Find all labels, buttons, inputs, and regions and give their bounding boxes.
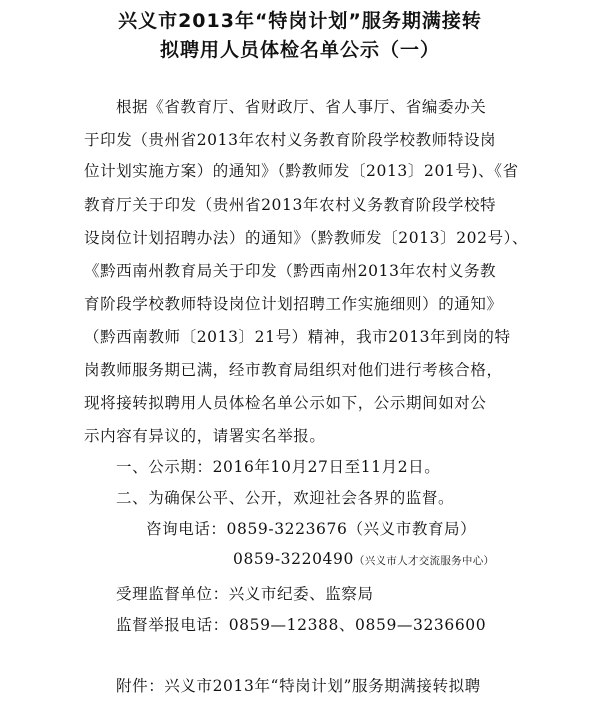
page-title-line-2: 拟聘用人员体检名单公示（一） (159, 39, 440, 61)
paragraph-line: 现将接转拟聘用人员体检名单公示如下，公示期间如对公 (84, 394, 487, 412)
phone-number: 0859-3223676 (226, 520, 348, 538)
paragraph-line: （黔西南教师〔2013〕21号）精神，我市2013年到岗的特 (84, 328, 511, 346)
paragraph-line: 示内容有异议的，请署实名举报。 (84, 427, 326, 445)
paragraph-line: 位计划实施方案）的通知》（黔教师发〔2013〕201号)、《省 (84, 162, 519, 180)
paragraph-line: 岗教师服务期已满，经市教育局组织对他们进行考核合格， (84, 361, 503, 379)
report-phone: 监督举报电话：0859—12388、0859—3236600 (116, 616, 487, 634)
contact-phone-1 (146, 517, 476, 539)
phone-org: （兴义市教育局） (347, 520, 477, 538)
paragraph-line: 根据《省教育厅、省财政厅、省人事厅、省编委办关 (116, 98, 487, 116)
supervision-item: 二、为确保公平、公开，欢迎社会各界的监督。 (116, 489, 455, 507)
paragraph-line: 于印发（贵州省2013年农村义务教育阶段学校教师特设岗 (84, 131, 497, 149)
supervisor-unit: 受理监督单位：兴义市纪委、监察局 (116, 585, 374, 603)
page-title-line-1: 兴义市2013年“特岗计划”服务期满接转 (118, 10, 482, 32)
paragraph-line: 育阶段学校教师特设岗位计划招聘工作实施细则）的通知》 (84, 295, 503, 313)
attachment-line: 附件：兴义市2013年“特岗计划”服务期满接转拟聘 (116, 677, 481, 695)
paragraph-line: 《黔西南州教育局关于印发（黔西南州2013年农村义务教 (84, 262, 497, 280)
notice-period-item: 一、公示期：2016年10月27日至11月2日。 (116, 458, 441, 476)
contact-phone-2 (233, 550, 494, 568)
contact-label: 咨询电话： (146, 520, 227, 538)
phone-org: （兴义市人才交流服务中心） (353, 555, 495, 567)
paragraph-line: 设岗位计划招聘办法）的通知》（黔教师发〔2013〕202号）、 (84, 229, 529, 247)
paragraph-line: 教育厅关于印发（贵州省2013年农村义务教育阶段学校特 (84, 196, 497, 214)
phone-number: 0859-3220490 (233, 550, 354, 568)
